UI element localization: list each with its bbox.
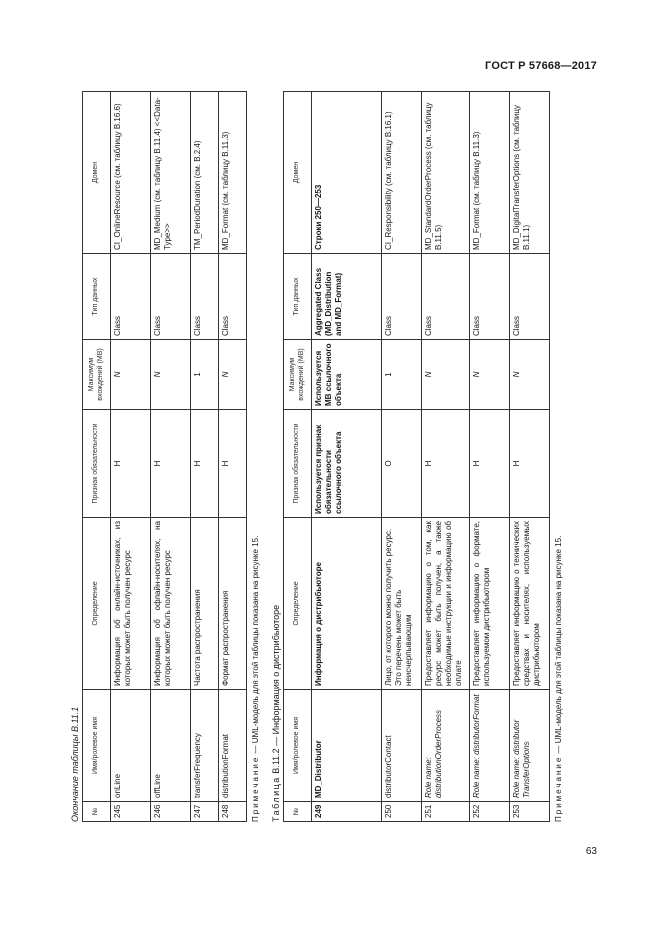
table1-caption: Окончание таблицы B.11.1: [70, 706, 80, 822]
cell-max-occurrence: N: [510, 340, 550, 410]
table2-header-row: [284, 92, 312, 822]
cell-number: 247: [191, 802, 219, 822]
cell-name: MD_Distributor: [312, 690, 382, 802]
cell-definition: Информация об онлайн-источниках, из которых может быть получен ресурс: [111, 518, 151, 690]
note-label: Примечание: [554, 755, 563, 822]
col-header-number: №: [83, 802, 111, 822]
table2-caption: [269, 92, 283, 822]
cell-domain: MD_Format (см. таблицу B.11.3): [219, 92, 247, 254]
col-header-definition: Определение: [284, 518, 312, 690]
table-row: [151, 92, 191, 822]
cell-number: 251: [422, 802, 470, 822]
note-label: Примечание: [251, 755, 260, 822]
table1-header-row: [83, 92, 111, 822]
cell-obligation: Используется признак обязательности ссылочного объекта: [312, 410, 382, 518]
cell-data-type: Class: [111, 254, 151, 340]
cell-data-type: Class: [151, 254, 191, 340]
table-row: [312, 92, 382, 822]
cell-name: distributorContact: [382, 690, 422, 802]
col-header-data-type: Тип данных: [83, 254, 111, 340]
cell-obligation: Н: [111, 410, 151, 518]
cell-name: distributionFormat: [219, 690, 247, 802]
table-row: [470, 92, 510, 822]
cell-data-type: Class: [219, 254, 247, 340]
cell-domain: CI_OnlineResource (см. таблицу B.16.6): [111, 92, 151, 254]
cell-name: Role name: distributorFormat: [470, 690, 510, 802]
cell-max-occurrence: 1: [382, 340, 422, 410]
cell-max-occurrence: 1: [191, 340, 219, 410]
table-row: [219, 92, 247, 822]
cell-obligation: Н: [151, 410, 191, 518]
table-row: [382, 92, 422, 822]
cell-domain: Строки 250—253: [312, 92, 382, 254]
cell-definition: Предоставляет информацию о формате, используемом дистрибьютором: [470, 518, 510, 690]
note-text: — UML-модель для этой таблицы показана на рисунке 15.: [554, 535, 563, 754]
table-b11-1-end: [82, 91, 247, 822]
table-row: [510, 92, 550, 822]
cell-number: 245: [111, 802, 151, 822]
cell-obligation: Н: [470, 410, 510, 518]
page-number: 63: [585, 846, 597, 857]
note-text: — UML-модель для этой таблицы показана на рисунке 15.: [251, 535, 260, 754]
col-header-data-type: Тип данных: [284, 254, 312, 340]
document-id: ГОСТ Р 57668—2017: [485, 60, 597, 72]
col-header-max-occurrence: Максимум вхождений (МВ): [284, 340, 312, 410]
cell-definition: Предоставляет информацию о технических средствах и носителях, используемых дистрибьютором: [510, 518, 550, 690]
table-b11-2: [283, 91, 550, 822]
table2-caption-text: B.11.2 — Информация о дистрибьюторе: [271, 604, 281, 774]
cell-max-occurrence: Используется МВ ссылочного объекта: [312, 340, 382, 410]
cell-max-occurrence: N: [470, 340, 510, 410]
col-header-domain: Домен: [284, 92, 312, 254]
cell-number: 248: [219, 802, 247, 822]
cell-domain: TM_PeriodDuration (см. B.2.4): [191, 92, 219, 254]
col-header-obligation: Признак обязательности: [83, 410, 111, 518]
cell-definition: Лицо, от которого можно получить ресурс. Это перечень может быть неисчерпывающим: [382, 518, 422, 690]
col-header-domain: Домен: [83, 92, 111, 254]
cell-obligation: Н: [191, 410, 219, 518]
cell-obligation: О: [382, 410, 422, 518]
cell-definition: Формат распространения: [219, 518, 247, 690]
cell-domain: MD_Medium (см. таблицу B.11.4) <<Data-Type>>: [151, 92, 191, 254]
col-header-name: Имя/ролевое имя: [284, 690, 312, 802]
cell-definition: Частота распространения: [191, 518, 219, 690]
cell-data-type: Class: [191, 254, 219, 340]
cell-obligation: Н: [422, 410, 470, 518]
table-row: [191, 92, 219, 822]
cell-name: onLine: [111, 690, 151, 802]
cell-domain: MD_StandardOrderProcess (см. таблицу B.11.5): [422, 92, 470, 254]
cell-domain: MD_Format (см. таблицу B.11.3): [470, 92, 510, 254]
table1-note: [249, 92, 263, 822]
cell-data-type: Aggregated Class (MD_Distribution and MD_Format): [312, 254, 382, 340]
cell-definition: Информация о дистрибьюторе: [312, 518, 382, 690]
table2-note: [552, 92, 566, 822]
cell-domain: CI_Responsibility (см. таблицу B.16.1): [382, 92, 422, 254]
cell-max-occurrence: N: [151, 340, 191, 410]
col-header-obligation: Признак обязательности: [284, 410, 312, 518]
cell-data-type: Class: [422, 254, 470, 340]
table-row: [422, 92, 470, 822]
cell-definition: Предоставляет информацию о том, как ресурс может быть получен, а также необходимые инструкции и информацию об оплате: [422, 518, 470, 690]
cell-definition: Информация об офлайн-носителях, на которых может быть получен ресурс: [151, 518, 191, 690]
rotated-page-content: [68, 92, 598, 822]
cell-obligation: Н: [219, 410, 247, 518]
cell-number: 250: [382, 802, 422, 822]
col-header-max-occurrence: Максимум вхождений (МВ): [83, 340, 111, 410]
table-row: [111, 92, 151, 822]
col-header-name: Имя/ролевое имя: [83, 690, 111, 802]
cell-max-occurrence: N: [219, 340, 247, 410]
cell-number: 252: [470, 802, 510, 822]
cell-domain: MD_DigitalTransferOptions (см. таблицу B.11.1): [510, 92, 550, 254]
cell-data-type: Class: [470, 254, 510, 340]
cell-obligation: Н: [510, 410, 550, 518]
cell-max-occurrence: N: [111, 340, 151, 410]
cell-name: Role name: distributor TransferOptions: [510, 690, 550, 802]
cell-name: transferFrequency: [191, 690, 219, 802]
cell-name: offLine: [151, 690, 191, 802]
cell-data-type: Class: [382, 254, 422, 340]
col-header-number: №: [284, 802, 312, 822]
cell-max-occurrence: N: [422, 340, 470, 410]
cell-name: Role name: distributionOrderProcess: [422, 690, 470, 802]
col-header-definition: Определение: [83, 518, 111, 690]
table2-caption-label: Таблица: [271, 776, 281, 822]
cell-number: 249: [312, 802, 382, 822]
cell-number: 253: [510, 802, 550, 822]
cell-number: 246: [151, 802, 191, 822]
cell-data-type: Class: [510, 254, 550, 340]
